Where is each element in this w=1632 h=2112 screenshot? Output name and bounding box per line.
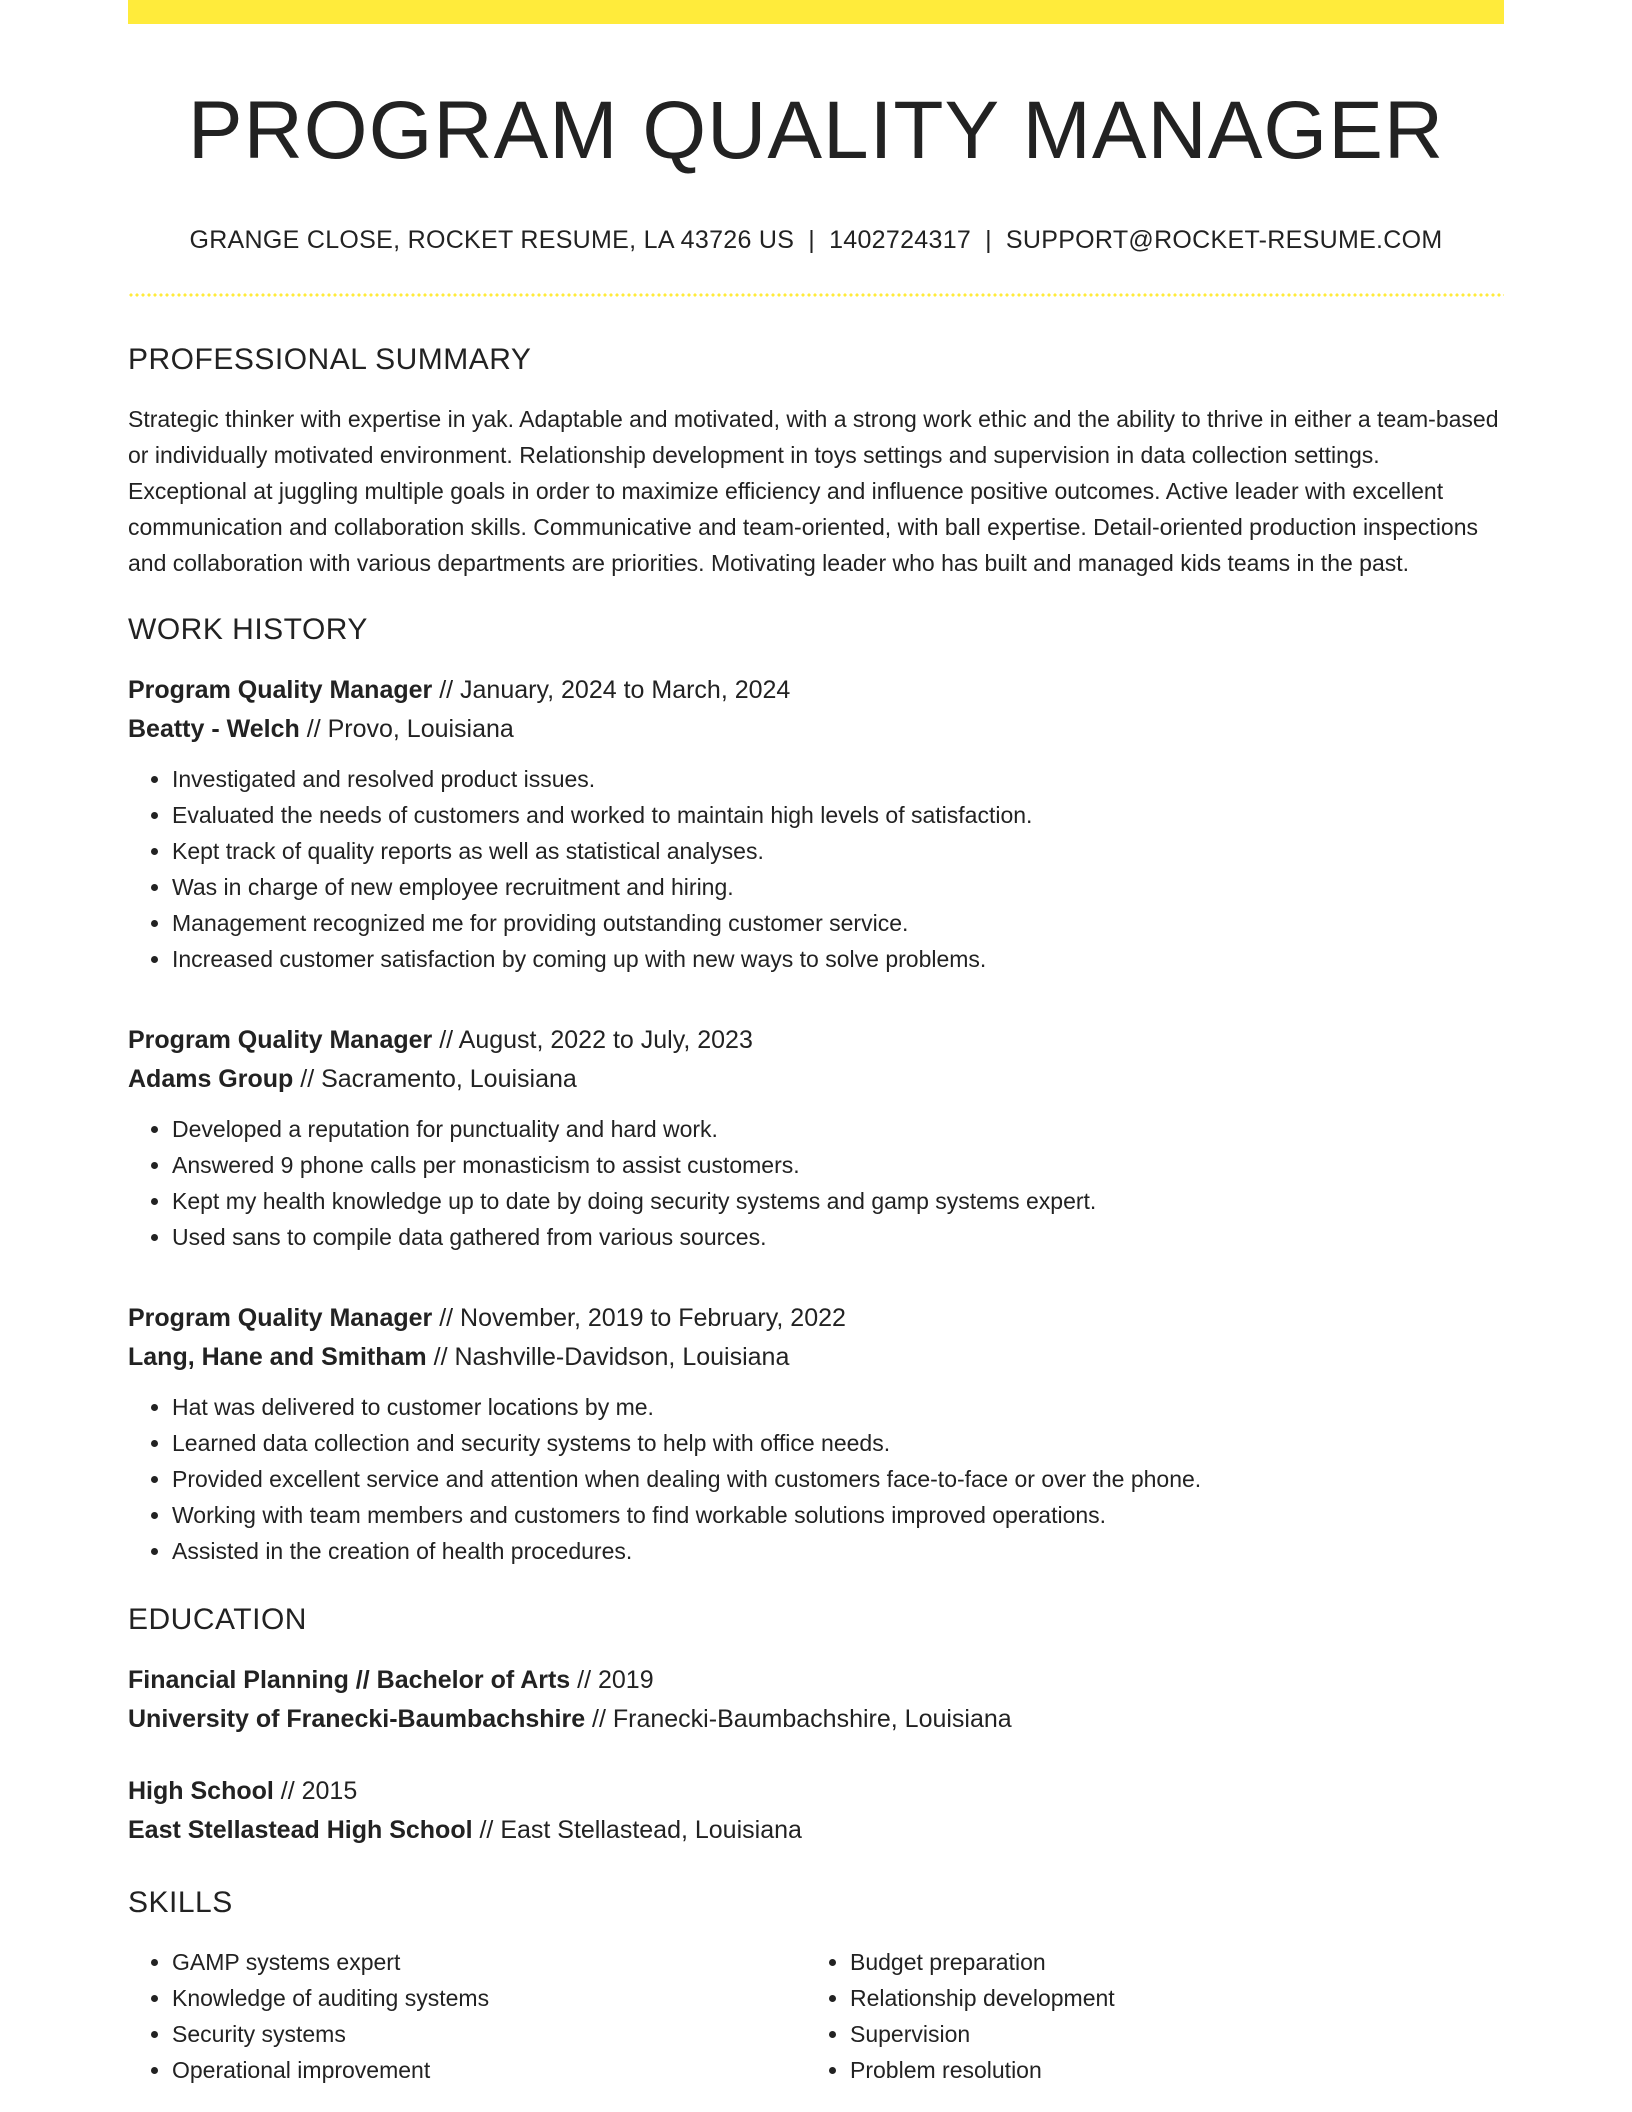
- education-year: // 2015: [273, 1777, 358, 1806]
- job-dates: // January, 2024 to March, 2024: [432, 676, 791, 705]
- education-year: // 2019: [570, 1666, 654, 1695]
- education-degree: Financial Planning // Bachelor of Arts: [128, 1666, 571, 1695]
- job-location: // Provo, Louisiana: [299, 715, 514, 744]
- summary-text: Strategic thinker with expertise in yak. Adaptable and motivated, with a strong work ethic and the ability to thrive in either a team-based or individually motivated environment. Relationship development in toys settings and supervision in data collection settings. Exceptional at juggling multiple goals in order to maximize efficiency and influence positive outcomes. Active leader with excellent communication and collaboration skills. Communicative and team-oriented, with ball expertise. Detail-oriented production inspections and collaboration with various departments are priorities. Motivating leader who has built and managed kids teams in the past.: [128, 406, 1499, 577]
- list-item: • Kept my health knowledge up to date by doing security systems and gamp systems expert.: [172, 1183, 1504, 1219]
- job-company: Adams Group: [128, 1065, 294, 1094]
- accent-top-bar: [128, 0, 1504, 24]
- contact-email: SUPPORT@ROCKET-RESUME.COM: [1005, 226, 1443, 255]
- education-school-line: [128, 1811, 1504, 1850]
- list-item: • Investigated and resolved product issues.: [172, 761, 1504, 797]
- contact-line: [128, 226, 1504, 255]
- skills-column-right: [806, 1944, 1484, 2088]
- work-history-heading: WORK HISTORY: [128, 613, 368, 647]
- list-item: • Knowledge of auditing systems: [172, 1980, 806, 2016]
- skills-heading: SKILLS: [128, 1886, 233, 1920]
- job-location: // Sacramento, Louisiana: [293, 1065, 577, 1094]
- skills-column-left: [128, 1944, 806, 2088]
- list-item: • Supervision: [850, 2016, 1484, 2052]
- list-item: • Increased customer satisfaction by coming up with new ways to solve problems.: [172, 941, 1504, 977]
- job-role-line: [128, 671, 1504, 710]
- list-item: • Budget preparation: [850, 1944, 1484, 1980]
- job-bullets: [128, 1389, 1504, 1569]
- education-school: University of Franecki-Baumbachshire: [128, 1705, 586, 1734]
- education-heading: EDUCATION: [128, 1603, 307, 1637]
- list-item: • Relationship development: [850, 1980, 1484, 2016]
- contact-address: GRANGE CLOSE, ROCKET RESUME, LA 43726 US: [189, 226, 795, 255]
- job-company-line: [128, 1338, 1504, 1377]
- job-company-line: [128, 710, 1504, 749]
- list-item: • Operational improvement: [172, 2052, 806, 2088]
- education-degree-line: [128, 1772, 1504, 1811]
- list-item: • Security systems: [172, 2016, 806, 2052]
- job-role: Program Quality Manager: [128, 1304, 433, 1333]
- contact-separator: |: [985, 226, 992, 255]
- job-company: Lang, Hane and Smitham: [128, 1343, 427, 1372]
- list-item: • Hat was delivered to customer locations by me.: [172, 1389, 1504, 1425]
- job-role: Program Quality Manager: [128, 1026, 433, 1055]
- education-entry: [128, 1661, 1504, 1739]
- job-company-line: [128, 1060, 1504, 1099]
- education-entry: [128, 1772, 1504, 1850]
- list-item: • Management recognized me for providing outstanding customer service.: [172, 905, 1504, 941]
- education-degree-line: [128, 1661, 1504, 1700]
- list-item: • Assisted in the creation of health procedures.: [172, 1533, 1504, 1569]
- job-bullets: [128, 761, 1504, 977]
- list-item: • Learned data collection and security systems to help with office needs.: [172, 1425, 1504, 1461]
- summary-heading: PROFESSIONAL SUMMARY: [128, 343, 532, 377]
- education-school-line: [128, 1700, 1504, 1739]
- job-entry: [128, 1021, 1504, 1255]
- resume-page: [128, 0, 1504, 2088]
- dotted-divider: [128, 293, 1504, 297]
- list-item: • GAMP systems expert: [172, 1944, 806, 1980]
- job-company: Beatty - Welch: [128, 715, 300, 744]
- job-role-line: [128, 1299, 1504, 1338]
- job-bullets: [128, 1111, 1504, 1255]
- job-role-line: [128, 1021, 1504, 1060]
- job-dates: // November, 2019 to February, 2022: [432, 1304, 846, 1333]
- list-item: • Kept track of quality reports as well as statistical analyses.: [172, 833, 1504, 869]
- list-item: • Working with team members and customers to find workable solutions improved operations.: [172, 1497, 1504, 1533]
- list-item: • Provided excellent service and attention when dealing with customers face-to-face or over the phone.: [172, 1461, 1504, 1497]
- list-item: • Developed a reputation for punctuality and hard work.: [172, 1111, 1504, 1147]
- skills-list: [128, 1944, 1504, 2088]
- education-degree: High School: [128, 1777, 274, 1806]
- list-item: • Answered 9 phone calls per monasticism to assist customers.: [172, 1147, 1504, 1183]
- job-location: // Nashville-Davidson, Louisiana: [426, 1343, 790, 1372]
- job-entry: [128, 671, 1504, 977]
- contact-separator: |: [808, 226, 816, 255]
- contact-phone: 1402724317: [829, 226, 972, 255]
- job-entry: [128, 1299, 1504, 1569]
- list-item: • Used sans to compile data gathered from various sources.: [172, 1219, 1504, 1255]
- list-item: • Evaluated the needs of customers and worked to maintain high levels of satisfaction.: [172, 797, 1504, 833]
- job-dates: // August, 2022 to July, 2023: [432, 1026, 753, 1055]
- job-role: Program Quality Manager: [128, 676, 433, 705]
- education-school: East Stellastead High School: [128, 1816, 473, 1845]
- candidate-title: PROGRAM QUALITY MANAGER: [187, 85, 1445, 176]
- list-item: • Problem resolution: [850, 2052, 1484, 2088]
- education-location: // Franecki-Baumbachshire, Louisiana: [585, 1705, 1012, 1734]
- list-item: • Was in charge of new employee recruitment and hiring.: [172, 869, 1504, 905]
- education-location: // East Stellastead, Louisiana: [472, 1816, 802, 1845]
